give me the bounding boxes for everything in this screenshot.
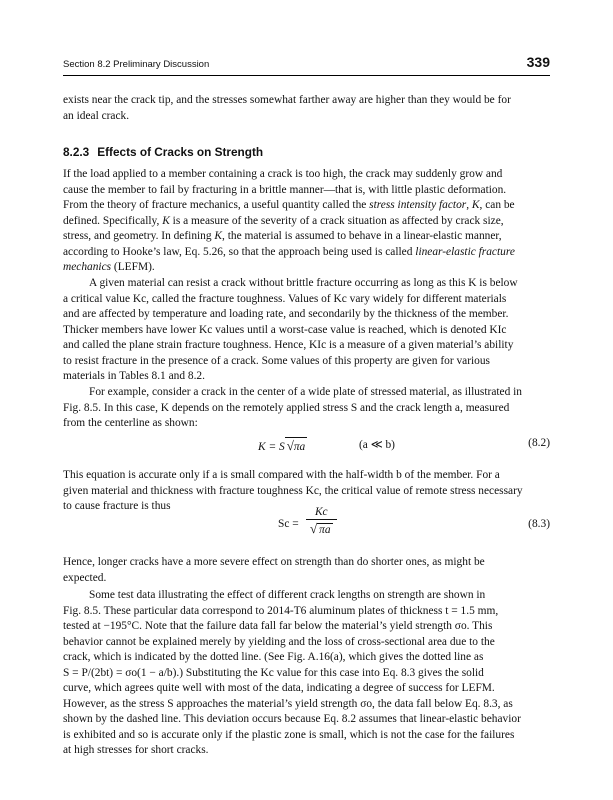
text-line: expected. bbox=[63, 571, 107, 584]
equation-number: (8.2) bbox=[528, 437, 550, 449]
page-number: 339 bbox=[526, 54, 550, 70]
text-line: Hence, longer cracks have a more severe effect on strength than do shorter ones, as might be bbox=[63, 556, 485, 568]
text-line: Fig. 8.5. In this case, K depends on the remotely applied stress S and the crack length a, measured bbox=[63, 401, 510, 414]
text-line: and called the plane strain fracture toughness. Hence, KIc is a measure of a given material’s ability bbox=[63, 339, 514, 351]
text-line: crack, which is indicated by the dotted line. (See Fig. A.16(a), which gives the dotted line as bbox=[63, 651, 484, 663]
paragraph-example bbox=[63, 385, 550, 432]
paragraph-test-data bbox=[63, 588, 550, 759]
text-line: Thicker members have lower Kc values until a worst-case value is reached, which is denoted KIc bbox=[63, 323, 507, 336]
text-line: curve, which agrees quite well with most of the data, indicating a degree of success for LEFM. bbox=[63, 682, 495, 694]
text-line: If the load applied to a member containing a crack is too high, the crack may suddenly grow and bbox=[63, 168, 503, 180]
text-line: Some test data illustrating the effect of different crack lengths on strength are shown in bbox=[89, 589, 486, 601]
equation-condition: (a ≪ b) bbox=[359, 439, 395, 451]
text-line: is exhibited and so is accurate only if the plastic zone is small, which is not the case for the failures bbox=[63, 728, 515, 741]
text-line: cause the member to fail by fracturing in a brittle manner—that is, with little plastic deformation. bbox=[63, 183, 507, 196]
text-line: and are affected by temperature and loading rate, and secondarily by the thickness of the member. bbox=[63, 308, 509, 320]
section-title: Effects of Cracks on Strength bbox=[97, 145, 264, 159]
text-line: a critical value Kc, called the fracture toughness. Values of Kc vary widely for different materials bbox=[63, 292, 507, 305]
text-line: tested at −195°C. Note that the failure data fall far below the material’s yield strength σo. This bbox=[63, 620, 493, 632]
text-line: given material and thickness with fracture toughness Kc, the critical value of remote stress necessary bbox=[63, 484, 523, 497]
text-line: A given material can resist a crack without brittle fracture occurring as long as this K is below bbox=[89, 277, 518, 289]
text-line: at high stresses for short cracks. bbox=[63, 744, 209, 756]
text-line: an ideal crack. bbox=[63, 109, 130, 122]
section-label: Section 8.2 Preliminary Discussion bbox=[63, 59, 210, 70]
running-header bbox=[63, 55, 550, 76]
paragraph-lefm bbox=[63, 167, 550, 276]
text-line: shown by the dashed line. This deviation occurs because Eq. 8.2 assumes that linear-elastic behavior bbox=[63, 713, 521, 725]
text-line: defined. Specifically, K is a measure of the severity of a crack situation as affected by crack size, bbox=[63, 214, 504, 227]
text-line: S = P/(2bt) = σo(1 − a/b).) Substituting the Kc value for this case into Eq. 8.3 gives the solid bbox=[63, 666, 484, 679]
text-line: from the centerline as shown: bbox=[63, 417, 198, 429]
equation-8-3 bbox=[63, 506, 550, 548]
section-heading bbox=[63, 145, 271, 159]
paragraph-fracture-toughness bbox=[63, 276, 550, 385]
text-line: From the theory of fracture mechanics, a useful quantity called the stress intensity factor, K, can be bbox=[63, 199, 515, 211]
equation-8-2 bbox=[63, 437, 550, 457]
intro-paragraph bbox=[63, 93, 550, 124]
equation-lhs: Sc = bbox=[278, 518, 299, 530]
text-line: However, as the stress S approaches the material’s yield strength σo, the data fall below Eq. 8.3, as bbox=[63, 697, 513, 710]
text-line: behavior cannot be explained merely by yielding and the loss of cross-sectional area due to the bbox=[63, 635, 495, 648]
text-line: Fig. 8.5. These particular data correspond to 2014-T6 aluminum plates of thickness t = 1.5 mm, bbox=[63, 604, 499, 617]
text-line: to resist fracture in the presence of a crack. Some values of this property are given for various bbox=[63, 354, 490, 367]
text-line: mechanics (LEFM). bbox=[63, 261, 155, 273]
text-line: exists near the crack tip, and the stresses somewhat farther away are higher than they would be for bbox=[63, 94, 511, 106]
text-line: This equation is accurate only if a is small compared with the half-width b of the member. For a bbox=[63, 469, 500, 481]
text-line: For example, consider a crack in the center of a wide plate of stressed material, as illustrated in bbox=[89, 386, 522, 398]
equation-fraction: $\frac{Kc}{√ \pi a}$ bbox=[306, 506, 337, 537]
section-number: 8.2.3 bbox=[63, 145, 90, 159]
text-line: materials in Tables 8.1 and 8.2. bbox=[63, 370, 205, 382]
text-line: stress, and geometry. In defining K, the material is assumed to behave in a linear-elastic manner, bbox=[63, 230, 502, 242]
text-line: to cause fracture is thus bbox=[63, 500, 171, 512]
equation-body: K = S √πa bbox=[258, 438, 306, 453]
paragraph-longer-cracks bbox=[63, 555, 550, 586]
equation-number: (8.3) bbox=[528, 518, 550, 530]
text-line: according to Hooke’s law, Eq. 5.26, so that the approach being used is called linear-elastic fracture bbox=[63, 245, 515, 258]
